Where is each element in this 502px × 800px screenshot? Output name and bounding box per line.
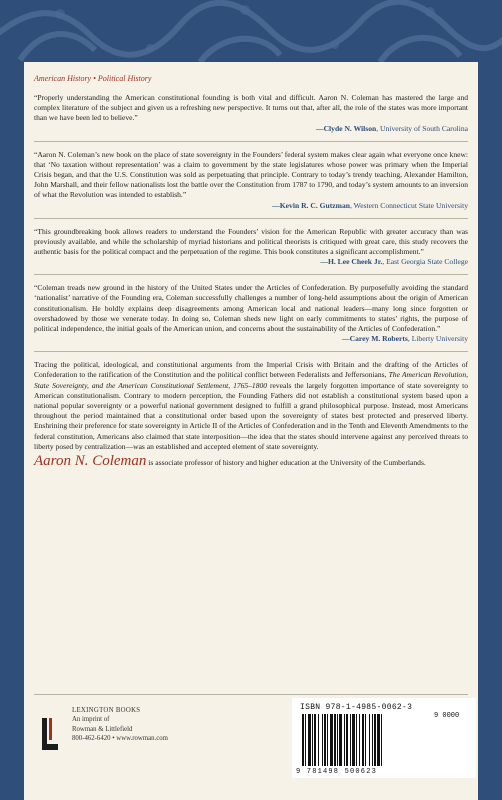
divider bbox=[34, 218, 468, 219]
divider bbox=[34, 274, 468, 275]
attribution-affiliation: , Western Connecticut State University bbox=[350, 200, 468, 210]
quote-text bbox=[34, 150, 468, 211]
quote-attribution bbox=[34, 257, 468, 267]
barcode-box bbox=[292, 698, 476, 778]
attribution-affiliation: , University of South Carolina bbox=[376, 123, 468, 133]
price-code: 9 0000 bbox=[434, 712, 460, 720]
footer-divider bbox=[34, 694, 468, 695]
publisher-footer bbox=[34, 694, 468, 800]
attribution-name: —Clyde N. Wilson bbox=[315, 123, 377, 133]
quote-attribution bbox=[34, 201, 468, 211]
isbn-label: ISBN 978-1-4985-0062-3 bbox=[300, 703, 413, 712]
divider bbox=[34, 351, 468, 352]
quote-body: “Properly understanding the American constitutional founding is both vital and difficult. Aaron N. Coleman has mastered the large and complex literature of the subject and given us a refreshing new perspective. It turns out that, after all, the role of the states was more important than we have been led to believe.” bbox=[34, 93, 468, 123]
author-name: Aaron N. Coleman bbox=[34, 453, 147, 470]
barcode-icon bbox=[300, 714, 428, 768]
ornament-pattern bbox=[0, 0, 502, 62]
quote-block bbox=[34, 283, 468, 344]
publisher-info bbox=[72, 706, 168, 743]
quote-text bbox=[34, 283, 468, 344]
back-cover-panel bbox=[24, 62, 478, 800]
publisher-name: LEXINGTON BOOKS bbox=[72, 707, 141, 714]
publisher-contact: 800-462-6420 • www.rowman.com bbox=[72, 734, 168, 742]
quote-body: “Aaron N. Coleman’s new book on the place of state sovereignty in the Founders’ federal system makes clear again what everyone once knew: that ‘No taxation without representation’ was a claim to government by the state legislatures whose power was primary when the Imperial Crisis began, and that the U.S. Constitution was sold as perpetuating that principle. Contrary to today’s trendy teaching, Alexander Hamilton, John Marshall, and their fellow nationalists lost the battle over the Constitution from 1787 to 1790, and today’s system amounts to an inversion of what the Revolution was intended to establish.” bbox=[34, 149, 468, 200]
publisher-parent: Rowman & Littlefield bbox=[72, 725, 133, 733]
description-text: reveals the largely forgotten importance of state sovereignty to American constitutionalism. Contrary to modern perception, the Founding Fathers did not establish a constitutional system based upon a national popular sovereignty or a powerful national government designed to fulfill a grand philosophical purpose. Instead, most Americans throughout the period maintained that a constitutional order based upon the sovereignty of states best protected and preserved liberty. Enshrining their preference for state sovereignty in Article II of the Articles of Confederation and in the Tenth and Eleventh Amendments to the federal constitution, Americans also claimed that state interposition—the idea that the states should intervene against any perceived threats to liberty posed by centralization—was an established and accepted element of state sovereignty. bbox=[34, 380, 468, 451]
publisher-logo-icon bbox=[40, 718, 60, 750]
quote-body: “Coleman treads new ground in the history of the United States under the Articles of Confederation. By purposefully avoiding the standard ‘nationalist’ narrative of the Founding era, Coleman successfully challenges a number of long-held assumptions about the origin of American constitutionalism. He boldly explains deep disagreements among American local and national leaders—many long since forgotten or overshadowed by those we venerate today. In doing so, Coleman sheds new light on early commitments to states’ rights, the purpose of political independence, the initial goals of the American union, and concerns about the sustainability of the Articles of Confederation.” bbox=[34, 283, 468, 334]
author-bio bbox=[34, 453, 468, 470]
book-description bbox=[34, 360, 468, 452]
decorative-top-band bbox=[0, 0, 502, 62]
category-label: American History • Political History bbox=[34, 74, 152, 83]
quote-body: “This groundbreaking book allows readers to understand the Founders’ vision for the American Republic with greater accuracy than was previously available, and while the scholarship of myriad historians and political theorists is critiqued with great care, this study recovers the authentic basis for the political compact and the perpetuation of the regime. This book constitutes a significant accomplishment.” bbox=[34, 226, 468, 257]
publisher-imprint-line: An imprint of bbox=[72, 716, 110, 724]
book-title-italic: The American Revolution, State Sovereignty, and the American Constitutional Settlement, 1765–1800 bbox=[34, 370, 468, 390]
quote-text bbox=[34, 93, 468, 134]
attribution-affiliation: , East Georgia State College bbox=[382, 257, 468, 267]
quote-block bbox=[34, 227, 468, 268]
quote-block bbox=[34, 150, 468, 211]
quote-attribution bbox=[34, 334, 468, 344]
attribution-name: —Carey M. Roberts bbox=[342, 334, 408, 344]
author-bio-text: is associate professor of history and higher education at the University of the Cumberlands. bbox=[146, 458, 426, 468]
attribution-affiliation: , Liberty University bbox=[407, 334, 468, 344]
description-text: Tracing the political, ideological, and constitutional arguments from the Imperial Crisis with Britain and the drafting of the Articles of Confederation to the ratification of the Constitution and the political conflict between Federalists and Jeffersonians, bbox=[34, 360, 468, 380]
quote-attribution bbox=[34, 124, 468, 134]
attribution-name: —H. Lee Cheek Jr. bbox=[320, 257, 383, 267]
quote-text bbox=[34, 227, 468, 268]
divider bbox=[34, 141, 468, 142]
quote-block bbox=[34, 93, 468, 134]
barcode-digits: 9 781498 500623 bbox=[296, 768, 378, 776]
attribution-name: —Kevin R. C. Gutzman bbox=[272, 200, 351, 210]
